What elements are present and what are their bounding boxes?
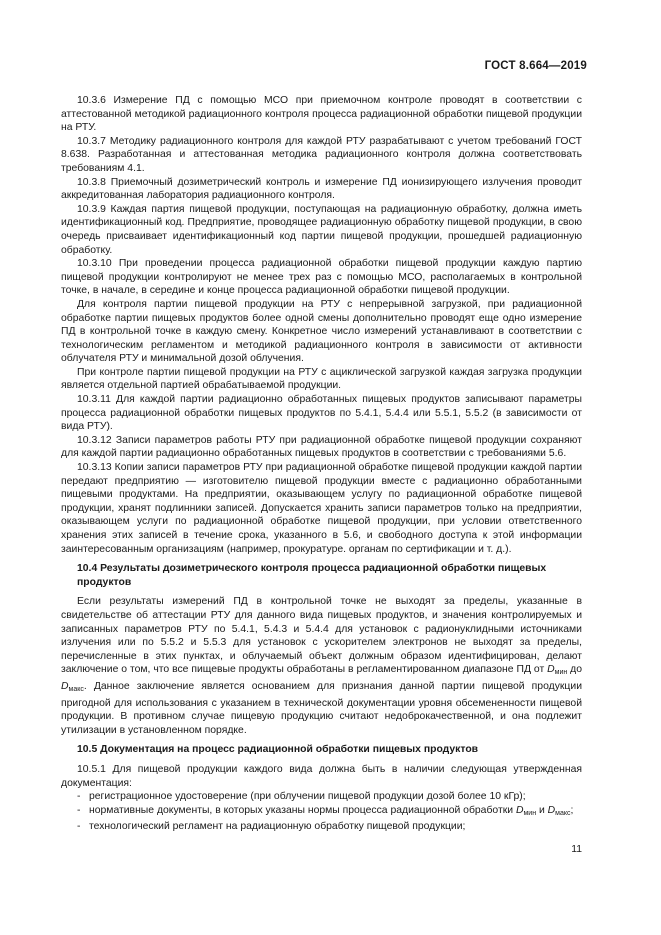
page-number: 11 bbox=[571, 844, 582, 855]
list-item bbox=[61, 820, 582, 834]
paragraph-continuous-loading: Для контроля партии пищевой продукции на РТУ с непрерывной загрузкой, при радиационной обработке партии пищевых продуктов более одной смены дополнительно проводят еще одно измерение ПД в контрольной точке в каждую смену. Конкретное число измерений устанавливают в соответствии с технологическим регламентом и методикой радиационного контроля в зависимости от активности облучателя РТУ и минимальной дозой облучения. bbox=[61, 298, 582, 365]
paragraph-results bbox=[61, 595, 582, 737]
dose-symbol-max: D bbox=[547, 804, 556, 816]
paragraph-10-3-9: 10.3.9 Каждая партия пищевой продукции, поступающая на радиационную обработку, должна иметь идентификационный код. Предприятие, проводящее радиационную обработку пищевой продукции, в свою очередь присваивает идентификационный код партии пищевой продукции, прошедшей радиационную обработку. bbox=[61, 203, 582, 256]
section-heading-10-4: 10.4 Результаты дозиметрического контроля процесса радиационной обработки пищевых продуктов bbox=[77, 563, 547, 588]
paragraph-10-3-6: 10.3.6 Измерение ПД с помощью МСО при приемочном контроле проводят в соответствии с аттестованной методикой радиационного контроля процесса радиационной обработки пищевой продукции на РТУ. bbox=[61, 95, 582, 134]
section-heading-10-5: 10.5 Документация на процесс радиационной обработки пищевых продуктов bbox=[77, 744, 479, 756]
paragraph-acyclic-loading: При контроле партии пищевой продукции на РТУ с ациклической загрузкой каждая загрузка продукции является отдельной партией обрабатываемой продукции. bbox=[61, 366, 582, 392]
list-dash: - bbox=[77, 821, 81, 833]
dose-symbol-min: D bbox=[515, 804, 524, 816]
paragraph-10-3-8: 10.3.8 Приемочный дозиметрический контроль и измерение ПД ионизирующего излучения проводит аккредитованная лаборатория радиационного контроля. bbox=[61, 176, 582, 202]
list-dash: - bbox=[77, 804, 81, 816]
results-text-end: . Данное заключение является основанием для признания данной партии пищевой продукции пригодной для использования с указанием в технической документации уровня обсемененности пищевой продукции. В противном случае пищевую продукцию считают недоброкачественной, и она подлежит утилизации в установленном порядке. bbox=[61, 680, 582, 736]
body-text bbox=[61, 94, 582, 834]
list-item-tail: ; bbox=[570, 804, 574, 816]
subscript-min: мин bbox=[523, 809, 537, 817]
list-item bbox=[61, 804, 582, 821]
subscript-max: макс bbox=[555, 809, 571, 817]
subscript-max: макс bbox=[68, 685, 84, 693]
list-item-and: и bbox=[536, 804, 548, 816]
list-item bbox=[61, 790, 582, 804]
paragraph-10-3-10: 10.3.10 При проведении процесса радиационной обработки пищевой продукции каждую партию пищевой продукции контролируют не менее трех раз с помощью МСО, располагаемых в контрольной точке, в начале, в середине и конце процесса радиационной обработки пищевой продукции. bbox=[61, 258, 582, 297]
paragraph-10-5-1: 10.5.1 Для пищевой продукции каждого вида должна быть в наличии следующая утвержденная документация: bbox=[61, 763, 582, 789]
dose-symbol-min: D bbox=[547, 664, 555, 676]
paragraph-10-3-7: 10.3.7 Методику радиационного контроля для каждой РТУ разрабатывают с учетом требований ГОСТ 8.638. Разработанная и аттестованная методика радиационного контроля должна соответствовать требованиям 4.1. bbox=[61, 135, 582, 174]
list-dash: - bbox=[77, 791, 81, 803]
results-text-start: Если результаты измерений ПД в контрольной точке не выходят за пределы, указанные в свидетельстве об аттестации РТУ для данного вида пищевых продуктов, и значения контролируемых и записанных параметров РТУ по 5.4.1, 5.4.3 и 5.4.4 для установок с радионуклидными источниками излучения или по 5.5.2 и 5.5.3 для установок с ускорителем электронов не выходят за пределы, перечисленные в этих пунктах, и облучаемый объект должным образом идентифицирован, делают заключение о том, что все пищевые продукты обработаны в регламентированном диапазоне ПД от bbox=[61, 596, 582, 676]
paragraph-10-3-13: 10.3.13 Копии записи параметров РТУ при радиационной обработке пищевой продукции каждой партии передают предприятию — изготовителю пищевой продукции вместе с радиационно обработанными пищевыми продуктами. На предприятии, оказывающем услугу по радиационной обработке пищевой продукции, хранят подлинники записей. Допускается хранить записи параметров только на предприятии, оказывающем услуги по радиационной обработке пищевой продукции, при условии ответственного хранения этих записей в течение срока, указанного в 5.6, и свободного доступа к этой информации заинтересованным организациям (например, прокуратуре. органам по сертификации и т. д.). bbox=[61, 462, 582, 555]
documentation-list bbox=[61, 790, 582, 834]
results-text-to: до bbox=[567, 664, 583, 676]
list-item-text: нормативные документы, в которых указаны нормы процесса радиационной обработки bbox=[89, 804, 516, 816]
list-item-text: технологический регламент на радиационную обработку пищевой продукции; bbox=[89, 821, 466, 833]
paragraph-10-3-11: 10.3.11 Для каждой партии радиационно обработанных пищевых продуктов записывают параметры процесса радиационной обработки пищевых продуктов по 5.4.1, 5.4.4 или 5.5.1, 5.5.2 (в зависимости от вида РТУ). bbox=[61, 394, 582, 433]
standard-code: ГОСТ 8.664—2019 bbox=[484, 60, 587, 72]
subscript-min: мин bbox=[554, 669, 568, 677]
paragraph-10-3-12: 10.3.12 Записи параметров работы РТУ при радиационной обработке пищевой продукции сохраняют для каждой партии радиационно обработанных пищевых продуктов в соответствии с требованиями 5.6. bbox=[61, 434, 582, 460]
dose-symbol-max: D bbox=[61, 680, 69, 692]
list-item-text: регистрационное удостоверение (при облучении пищевой продукции дозой более 10 кГр); bbox=[89, 791, 526, 803]
